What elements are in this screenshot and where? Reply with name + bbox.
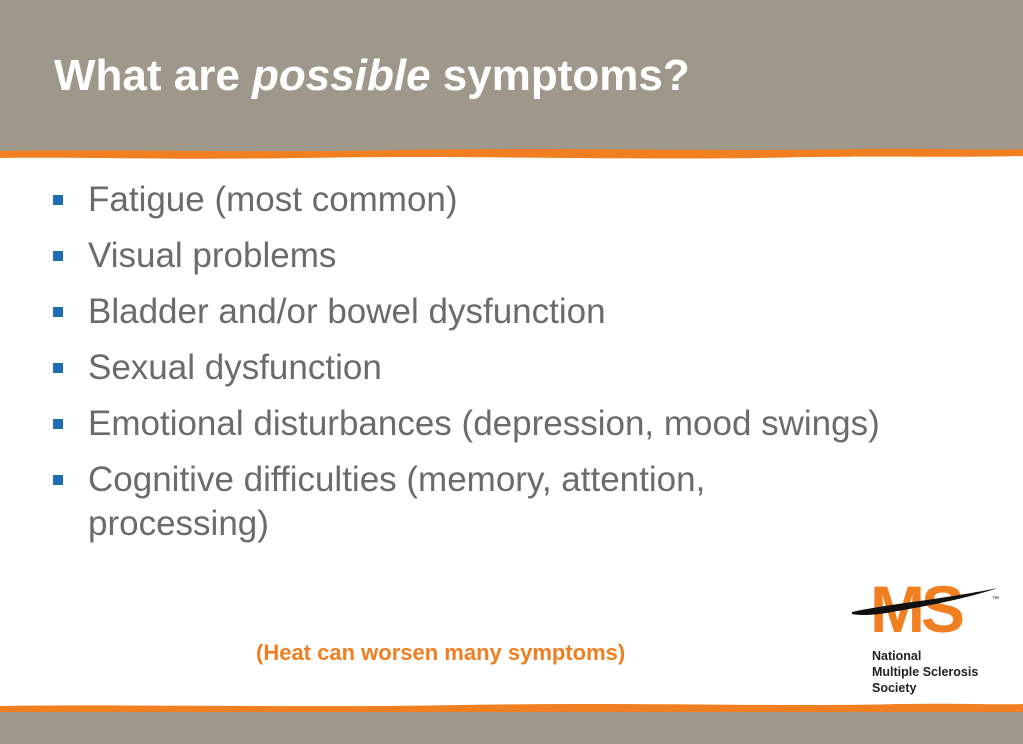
logo-line-1: National [872, 649, 922, 663]
square-bullet-icon [53, 251, 63, 261]
title-emphasis: possible [252, 51, 431, 100]
square-bullet-icon [53, 419, 63, 429]
list-item [48, 178, 988, 222]
ms-society-logo [848, 574, 1008, 698]
list-item [48, 234, 988, 278]
heat-note: (Heat can worsen many symptoms) [256, 640, 626, 665]
square-bullet-icon [53, 307, 63, 317]
list-item-text: Bladder and/or bowel dysfunction [88, 292, 606, 331]
title-banner [0, 0, 1023, 152]
list-item-text: Visual problems [88, 236, 337, 275]
logo-wordmark [872, 648, 978, 696]
orange-brush-divider-top [0, 146, 1023, 162]
list-item [48, 458, 808, 546]
trademark-symbol: ™ [992, 596, 999, 603]
square-bullet-icon [53, 363, 63, 373]
list-item-text: Emotional disturbances (depression, mood swings) [88, 404, 880, 443]
ms-society-logo-icon [848, 574, 1008, 644]
logo-line-2: Multiple Sclerosis [872, 665, 979, 679]
title-part-1: What are [54, 51, 253, 100]
list-item-text: Sexual dysfunction [88, 348, 382, 387]
logo-mark-text: MS [870, 574, 961, 644]
square-bullet-icon [53, 475, 63, 485]
list-item [48, 290, 988, 334]
list-item [48, 346, 988, 390]
footer-band [0, 712, 1023, 744]
title-part-2: symptoms? [430, 51, 690, 100]
slide-title [54, 50, 690, 102]
symptom-list [48, 178, 988, 558]
list-item [48, 402, 988, 446]
logo-line-3: Society [872, 681, 917, 695]
list-item-text: Cognitive difficulties (memory, attention, processing) [88, 460, 706, 543]
list-item-text: Fatigue (most common) [88, 180, 458, 219]
square-bullet-icon [53, 195, 63, 205]
